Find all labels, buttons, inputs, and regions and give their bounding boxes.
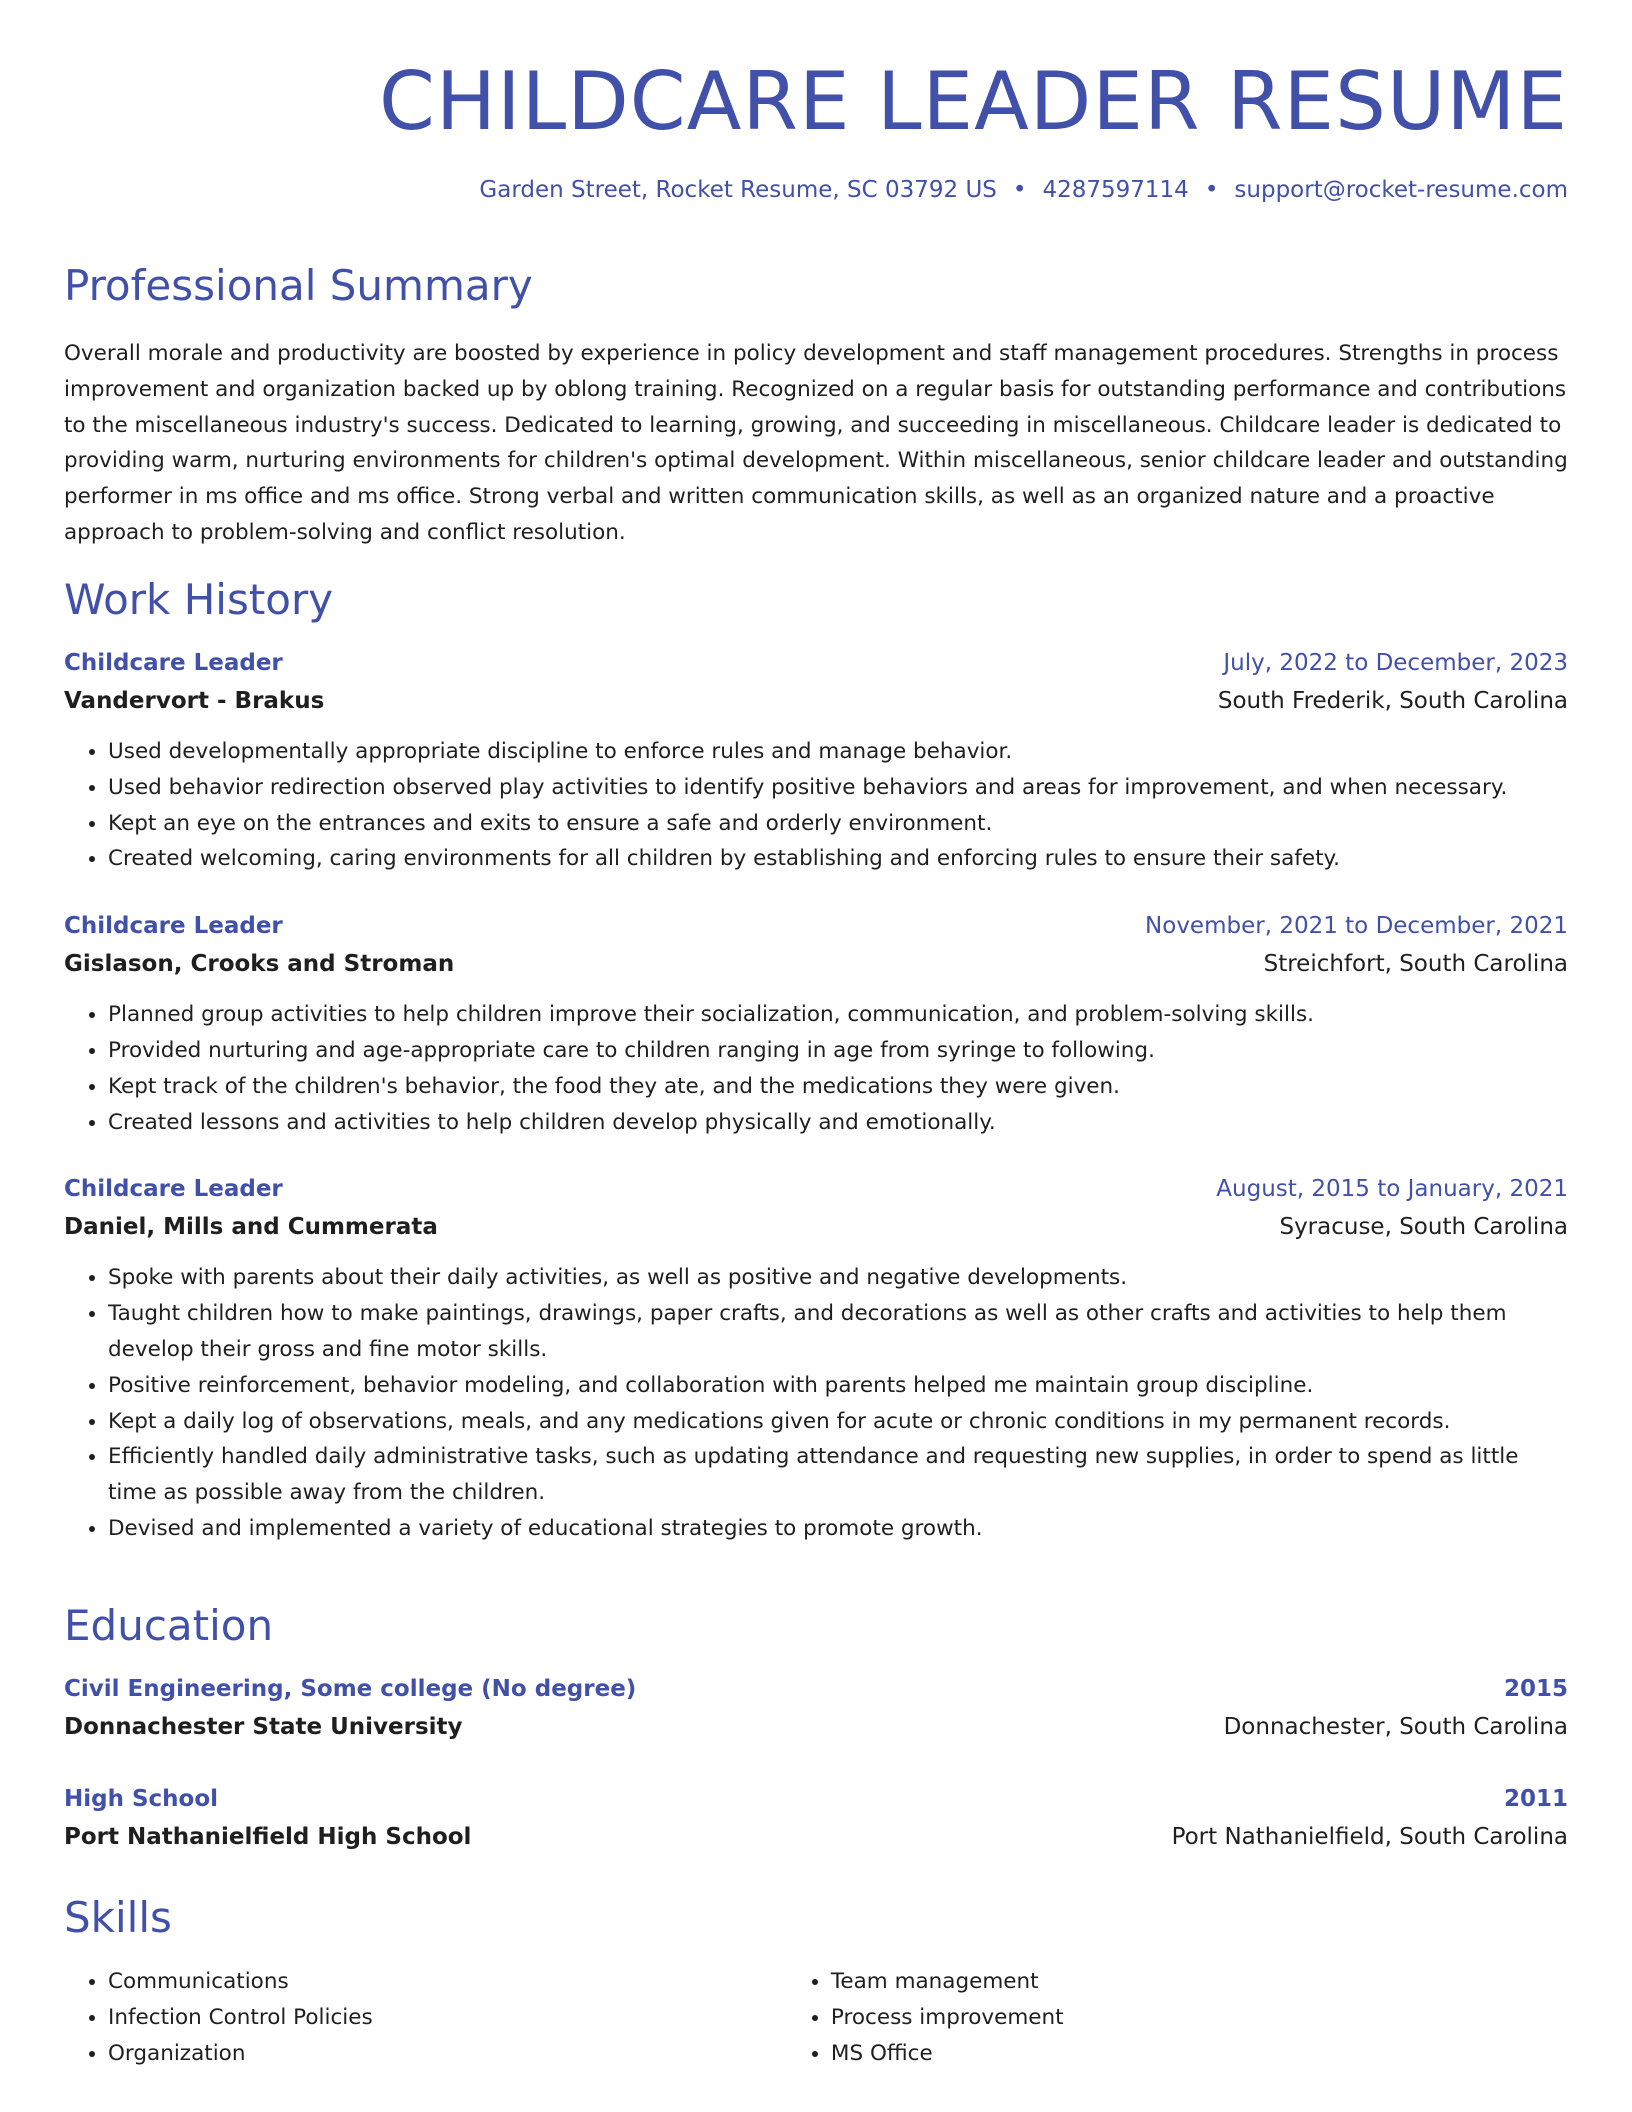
employer-name: Vandervort - Brakus: [64, 688, 325, 714]
list-item: • Positive reinforcement, behavior modeling, and collaboration with parents helped me maintain group discipline.: [108, 1368, 1568, 1404]
skill-item: • Team management: [831, 1964, 1568, 2000]
education-entry: [64, 1780, 1568, 1856]
section-heading-skills: Skills: [64, 1893, 172, 1942]
list-item: • Used developmentally appropriate discipline to enforce rules and manage behavior.: [108, 734, 1568, 770]
list-item: • Kept an eye on the entrances and exits to ensure a safe and orderly environment.: [108, 806, 1568, 842]
list-item: • Efficiently handled daily administrative tasks, such as updating attendance and requesting new supplies, in order to spend as little time as possible away from the children.: [108, 1439, 1568, 1511]
skills-list-right: [787, 1964, 1568, 2071]
employer-name: Gislason, Crooks and Stroman: [64, 951, 455, 978]
job-entry: [64, 644, 1568, 877]
list-item: • Used behavior redirection observed play activities to identify positive behaviors and areas for improvement, and when necessary.: [108, 770, 1568, 806]
skill-item: • Organization: [108, 2036, 787, 2072]
work-history-section: [64, 572, 1568, 1547]
list-item: • Provided nurturing and age-appropriate care to children ranging in age from syringe to following.: [108, 1033, 1568, 1069]
job-title: Childcare Leader: [64, 650, 283, 676]
list-item: • Devised and implemented a variety of educational strategies to promote growth.: [108, 1511, 1568, 1547]
school-location: Donnachester, South Carolina: [1223, 1714, 1568, 1740]
skills-list-left: [64, 1964, 787, 2071]
job-location: Syracuse, South Carolina: [1279, 1214, 1568, 1241]
summary-text: Overall morale and productivity are boosted by experience in policy development and staff management procedures. Strengths in process improvement and organization backed up by oblong training. Recognized on a regular basis for outstanding performance and contributions to the miscellaneous industry's success. Dedicated to learning, growing, and succeeding in miscellaneous. Childcare leader is dedicated to providing warm, nurturing environments for children's optimal development. Within miscellaneous, senior childcare leader and outstanding performer in ms office and ms office. Strong verbal and written communication skills, as well as an organized nature and a proactive approach to problem-solving and conflict resolution.: [64, 341, 1568, 545]
skills-section: [64, 1890, 1568, 2071]
degree: Civil Engineering, Some college (No degree): [64, 1676, 637, 1702]
section-heading-summary: Professional Summary: [64, 261, 533, 310]
job-title: Childcare Leader: [64, 1176, 283, 1203]
list-item: • Created welcoming, caring environments for all children by establishing and enforcing rules to ensure their safety.: [108, 841, 1568, 877]
education-entry: [64, 1670, 1568, 1746]
skill-item: • Communications: [108, 1964, 787, 2000]
summary-section: [64, 258, 1568, 551]
list-item: • Kept track of the children's behavior, the food they ate, and the medications they were given.: [108, 1069, 1568, 1105]
section-heading-education: Education: [64, 1601, 274, 1650]
job-bullets: [64, 734, 1568, 877]
job-location: South Frederik, South Carolina: [1217, 688, 1568, 714]
list-item: • Planned group activities to help children improve their socialization, communication, and problem-solving skills.: [108, 997, 1568, 1033]
school-name: Donnachester State University: [64, 1714, 463, 1740]
school-location: Port Nathanielfield, South Carolina: [1171, 1824, 1568, 1850]
resume-header: [64, 0, 1568, 206]
list-item: • Created lessons and activities to help children develop physically and emotionally.: [108, 1105, 1568, 1141]
separator: •: [1012, 177, 1027, 203]
email-link[interactable]: support@rocket-resume.com: [1234, 177, 1568, 203]
skills-grid: [64, 1964, 1568, 2071]
skill-item: • Infection Control Policies: [108, 2000, 787, 2036]
contact-line: [64, 174, 1568, 206]
list-item: • Spoke with parents about their daily activities, as well as positive and negative developments.: [108, 1260, 1568, 1296]
skill-item: • Process improvement: [831, 2000, 1568, 2036]
job-entry: [64, 907, 1568, 1140]
separator: •: [1204, 177, 1219, 203]
graduation-year: 2015: [1503, 1676, 1568, 1702]
graduation-year: 2011: [1503, 1786, 1568, 1812]
job-location: Streichfort, South Carolina: [1263, 951, 1568, 978]
degree: High School: [64, 1786, 219, 1812]
job-dates: November, 2021 to December, 2021: [1145, 913, 1568, 940]
school-name: Port Nathanielfield High School: [64, 1824, 472, 1850]
skill-item: • MS Office: [831, 2036, 1568, 2072]
address: Garden Street, Rocket Resume, SC 03792 US: [479, 177, 997, 203]
education-section: [64, 1598, 1568, 1856]
list-item: • Taught children how to make paintings, drawings, paper crafts, and decorations as well as other crafts and activities to help them develop their gross and fine motor skills.: [108, 1296, 1568, 1368]
job-title: Childcare Leader: [64, 913, 283, 940]
section-heading-work-history: Work History: [64, 575, 334, 624]
job-dates: July, 2022 to December, 2023: [1223, 650, 1568, 676]
employer-name: Daniel, Mills and Cummerata: [64, 1214, 438, 1241]
list-item: • Kept a daily log of observations, meals, and any medications given for acute or chronic conditions in my permanent records.: [108, 1404, 1568, 1440]
phone: 4287597114: [1042, 177, 1189, 203]
job-bullets: [64, 1260, 1568, 1546]
job-entry: [64, 1170, 1568, 1546]
job-bullets: [64, 997, 1568, 1140]
resume-title: CHILDCARE LEADER RESUME: [379, 55, 1568, 148]
job-dates: August, 2015 to January, 2021: [1216, 1176, 1568, 1203]
